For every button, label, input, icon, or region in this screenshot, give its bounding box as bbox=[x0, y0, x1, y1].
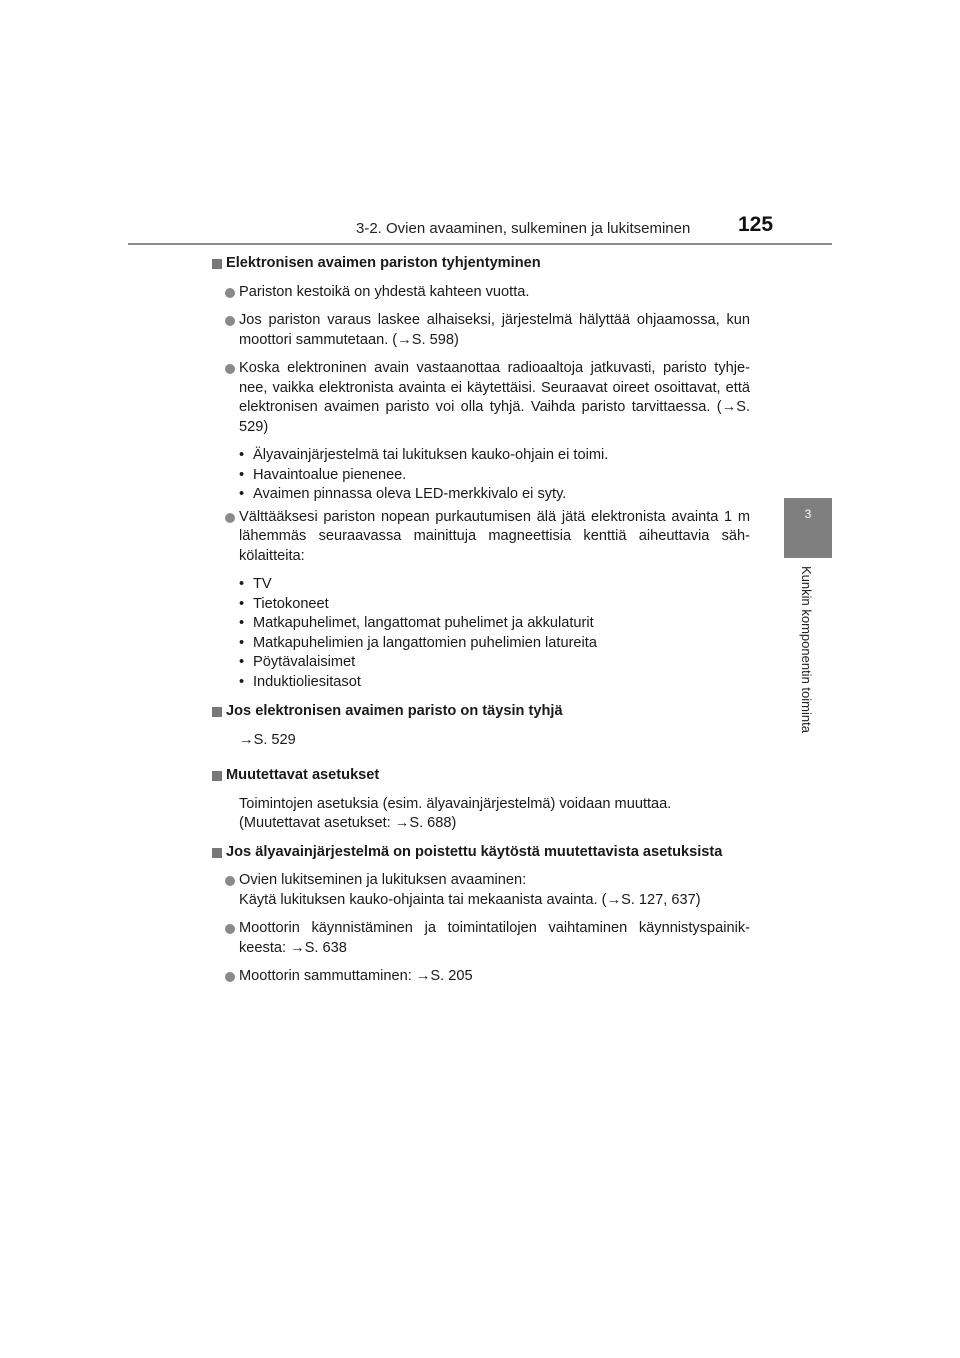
list-item: • Avaimen pinnassa oleva LED-merkkivalo ei syty. bbox=[239, 485, 750, 505]
list-item bbox=[212, 871, 750, 910]
running-header: 3-2. Ovien avaaminen, sulkeminen ja lukitseminen bbox=[356, 220, 691, 237]
list-item: • Matkapuhelimet, langattomat puhelimet ja akkulaturit bbox=[239, 614, 750, 634]
list-item: Koska elektroninen avain vastaanottaa radioaaltoja jatkuvasti, paristo tyhje-nee, vaikka elektronista avainta ei käytettäisi. Seuraavat oireet osoittavat, että elektronisen avaimen paristo voi olla tyhjä. Vaihda paristo tarvittaessa. (→S. 529) bbox=[212, 359, 750, 437]
list-item: Pariston kestoikä on yhdestä kahteen vuotta. bbox=[212, 283, 750, 303]
section-title-battery-empty: Jos elektronisen avaimen paristo on täysin tyhjä bbox=[212, 702, 750, 722]
chapter-tab bbox=[784, 498, 832, 558]
page-reference: →S. 529 bbox=[239, 731, 296, 748]
list-item: • Älyavainjärjestelmä tai lukituksen kauko-ohjain ei toimi. bbox=[239, 446, 750, 466]
list-item: Moottorin sammuttaminen: →S. 205 bbox=[212, 967, 750, 987]
section-title-custom-settings: Muutettavat asetukset bbox=[212, 766, 750, 786]
list-item: • Induktioliesitasot bbox=[239, 673, 750, 693]
symptom-list bbox=[212, 446, 750, 505]
page-number: 125 bbox=[738, 213, 774, 236]
text-line: Toimintojen asetuksia (esim. älyavainjärjestelmä) voidaan muuttaa. bbox=[239, 795, 672, 812]
chapter-number: 3 bbox=[804, 507, 812, 521]
list-item: Moottorin käynnistäminen ja toimintatilojen vaihtaminen käynnistyspainik-keesta: →S. 638 bbox=[212, 919, 750, 958]
list-item: • TV bbox=[239, 575, 750, 595]
chapter-label: Kunkin komponentin toiminta bbox=[799, 566, 814, 733]
header-divider bbox=[128, 243, 832, 245]
list-item: Jos pariston varaus laskee alhaiseksi, järjestelmä hälyttää ohjaamossa, kun moottori sammutetaan. (→S. 598) bbox=[212, 311, 750, 350]
text-line: (Muutettavat asetukset: →S. 688) bbox=[239, 815, 457, 831]
page-content bbox=[212, 254, 750, 996]
list-item: • Matkapuhelimien ja langattomien puhelimien latureita bbox=[239, 634, 750, 654]
list-item: • Havaintoalue pienenee. bbox=[239, 466, 750, 486]
list-item: Välttääksesi pariston nopean purkautumisen älä jätä elektronista avainta 1 m lähemmäs seuraavassa mainittuja magneettisia kenttiä aiheuttavia säh-kölaitteita: bbox=[212, 508, 750, 567]
section-title-smart-key-disabled: Jos älyavainjärjestelmä on poistettu käytöstä muutettavista asetuksista bbox=[212, 843, 750, 863]
list-item: • Pöytävalaisimet bbox=[239, 653, 750, 673]
list-item: • Tietokoneet bbox=[239, 595, 750, 615]
custom-settings-text bbox=[212, 795, 750, 834]
text-line: Ovien lukitseminen ja lukituksen avaaminen: bbox=[239, 872, 527, 888]
section-title-battery-drain: Elektronisen avaimen pariston tyhjentyminen bbox=[212, 254, 750, 274]
device-list bbox=[212, 575, 750, 692]
text-line: Käytä lukituksen kauko-ohjainta tai mekaanista avainta. (→S. 127, 637) bbox=[239, 891, 701, 908]
